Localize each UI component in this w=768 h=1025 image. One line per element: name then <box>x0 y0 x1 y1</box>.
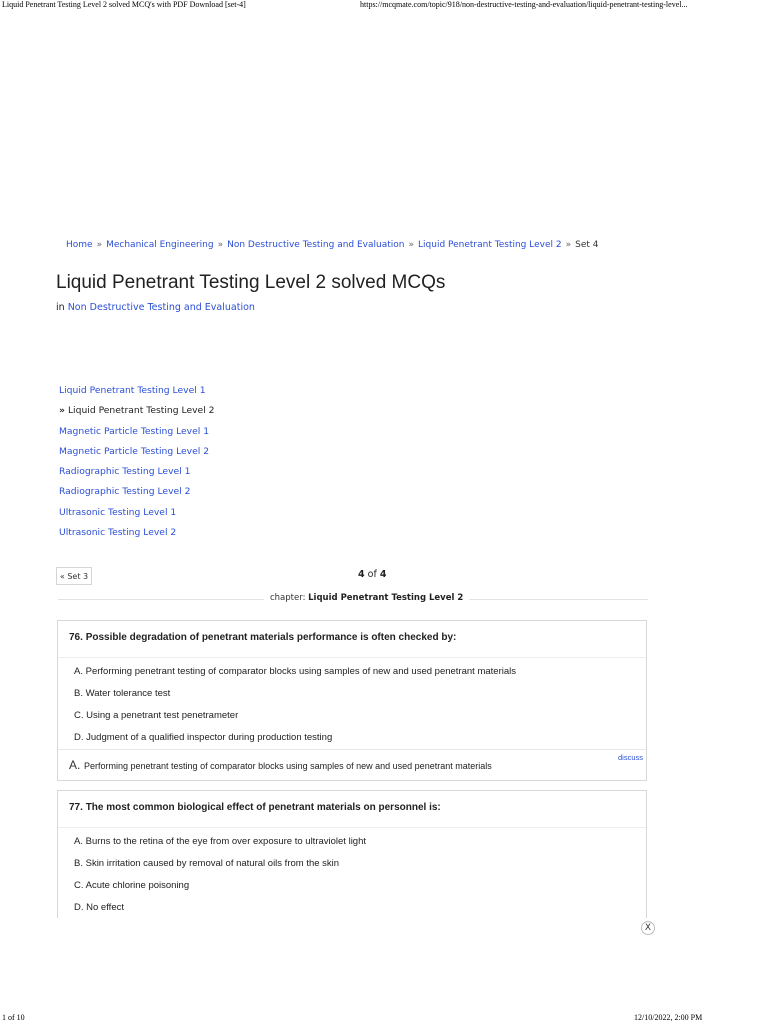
option-a: A. Performing penetrant testing of comparator blocks using samples of new and used penetrant materials <box>74 666 516 677</box>
breadcrumb-ndt[interactable]: Non Destructive Testing and Evaluation <box>227 240 405 250</box>
breadcrumb-lpt-level-2[interactable]: Liquid Penetrant Testing Level 2 <box>418 240 562 250</box>
category-link[interactable]: Non Destructive Testing and Evaluation <box>67 302 255 313</box>
print-datetime: 12/10/2022, 2:00 PM <box>634 1013 703 1022</box>
total-pages: 4 <box>379 569 387 580</box>
topic-nav <box>59 383 215 545</box>
question-heading <box>58 791 646 828</box>
options-list <box>58 828 646 919</box>
topic-nav-item[interactable] <box>59 505 215 525</box>
option-c: C. Using a penetrant test penetrameter <box>74 710 239 721</box>
chapter-heading <box>264 593 469 603</box>
answer-row <box>58 749 646 780</box>
option-b: B. Skin irritation caused by removal of natural oils from the skin <box>74 858 340 869</box>
breadcrumb-separator: » <box>408 240 415 250</box>
topic-nav-item[interactable] <box>59 444 215 464</box>
print-page-count: 1 of 10 <box>2 1013 25 1022</box>
current-marker: » <box>59 405 65 417</box>
topic-link-rt-2[interactable]: Radiographic Testing Level 2 <box>59 486 191 498</box>
prev-set-button[interactable]: « Set 3 <box>56 567 92 585</box>
topic-link-lpt-1[interactable]: Liquid Penetrant Testing Level 1 <box>59 385 206 396</box>
option-d: D. No effect <box>74 902 124 913</box>
print-header <box>0 0 768 12</box>
breadcrumb-home[interactable]: Home <box>66 240 93 250</box>
print-footer <box>0 1013 768 1025</box>
question-text: Possible degradation of penetrant materials performance is often checked by: <box>85 632 457 643</box>
topic-link-ut-1[interactable]: Ultrasonic Testing Level 1 <box>59 506 177 518</box>
option-a: A. Burns to the retina of the eye from over exposure to ultraviolet light <box>74 836 367 847</box>
page-title: Liquid Penetrant Testing Level 2 solved MCQs <box>56 272 446 293</box>
discuss-link[interactable]: discuss <box>617 753 643 762</box>
option-d: D. Judgment of a qualified inspector during production testing <box>74 732 333 743</box>
topic-nav-item[interactable] <box>59 424 215 444</box>
topic-nav-item-current <box>59 403 215 423</box>
breadcrumb-separator: » <box>96 240 103 250</box>
in-label: in <box>56 302 65 313</box>
print-url: https://mcqmate.com/topic/918/non-destructive-testing-and-evaluation/liquid-penetrant-testing-level... <box>360 0 688 9</box>
of-label: of <box>367 569 377 580</box>
breadcrumb-mechanical-engineering[interactable]: Mechanical Engineering <box>106 240 214 250</box>
close-icon[interactable]: X <box>641 921 655 935</box>
option-c: C. Acute chlorine poisoning <box>74 880 190 891</box>
topic-nav-item[interactable] <box>59 525 215 545</box>
question-text: The most common biological effect of penetrant materials on personnel is: <box>85 802 441 813</box>
chapter-name: Liquid Penetrant Testing Level 2 <box>308 593 464 603</box>
question-number: 77. <box>69 802 83 813</box>
topic-link-mpt-2[interactable]: Magnetic Particle Testing Level 2 <box>59 445 210 457</box>
topic-nav-item[interactable] <box>59 383 215 403</box>
answer-text: Performing penetrant testing of comparator blocks using samples of new and used penetrant materials <box>84 761 492 771</box>
current-page: 4 <box>358 569 365 580</box>
topic-label-lpt-2: Liquid Penetrant Testing Level 2 <box>67 405 215 417</box>
options-list <box>58 658 646 749</box>
page-subtitle <box>56 302 255 313</box>
topic-nav-item[interactable] <box>59 484 215 504</box>
option-b: B. Water tolerance test <box>74 688 171 699</box>
topic-nav-item[interactable] <box>59 464 215 484</box>
question-card <box>57 620 647 781</box>
question-heading <box>58 621 646 658</box>
breadcrumb-separator: » <box>565 240 572 250</box>
breadcrumb-current: Set 4 <box>575 240 599 250</box>
question-card <box>57 790 647 918</box>
question-number: 76. <box>69 632 83 643</box>
pagination-status <box>358 569 386 580</box>
topic-link-ut-2[interactable]: Ultrasonic Testing Level 2 <box>59 527 177 539</box>
topic-link-mpt-1[interactable]: Magnetic Particle Testing Level 1 <box>59 425 210 437</box>
breadcrumb <box>66 240 598 250</box>
topic-link-rt-1[interactable]: Radiographic Testing Level 1 <box>59 466 191 478</box>
chapter-label: chapter: <box>270 593 306 603</box>
breadcrumb-separator: » <box>217 240 224 250</box>
print-page-title: Liquid Penetrant Testing Level 2 solved MCQ's with PDF Download [set-4] <box>2 0 246 9</box>
answer-letter: A. <box>69 758 81 772</box>
